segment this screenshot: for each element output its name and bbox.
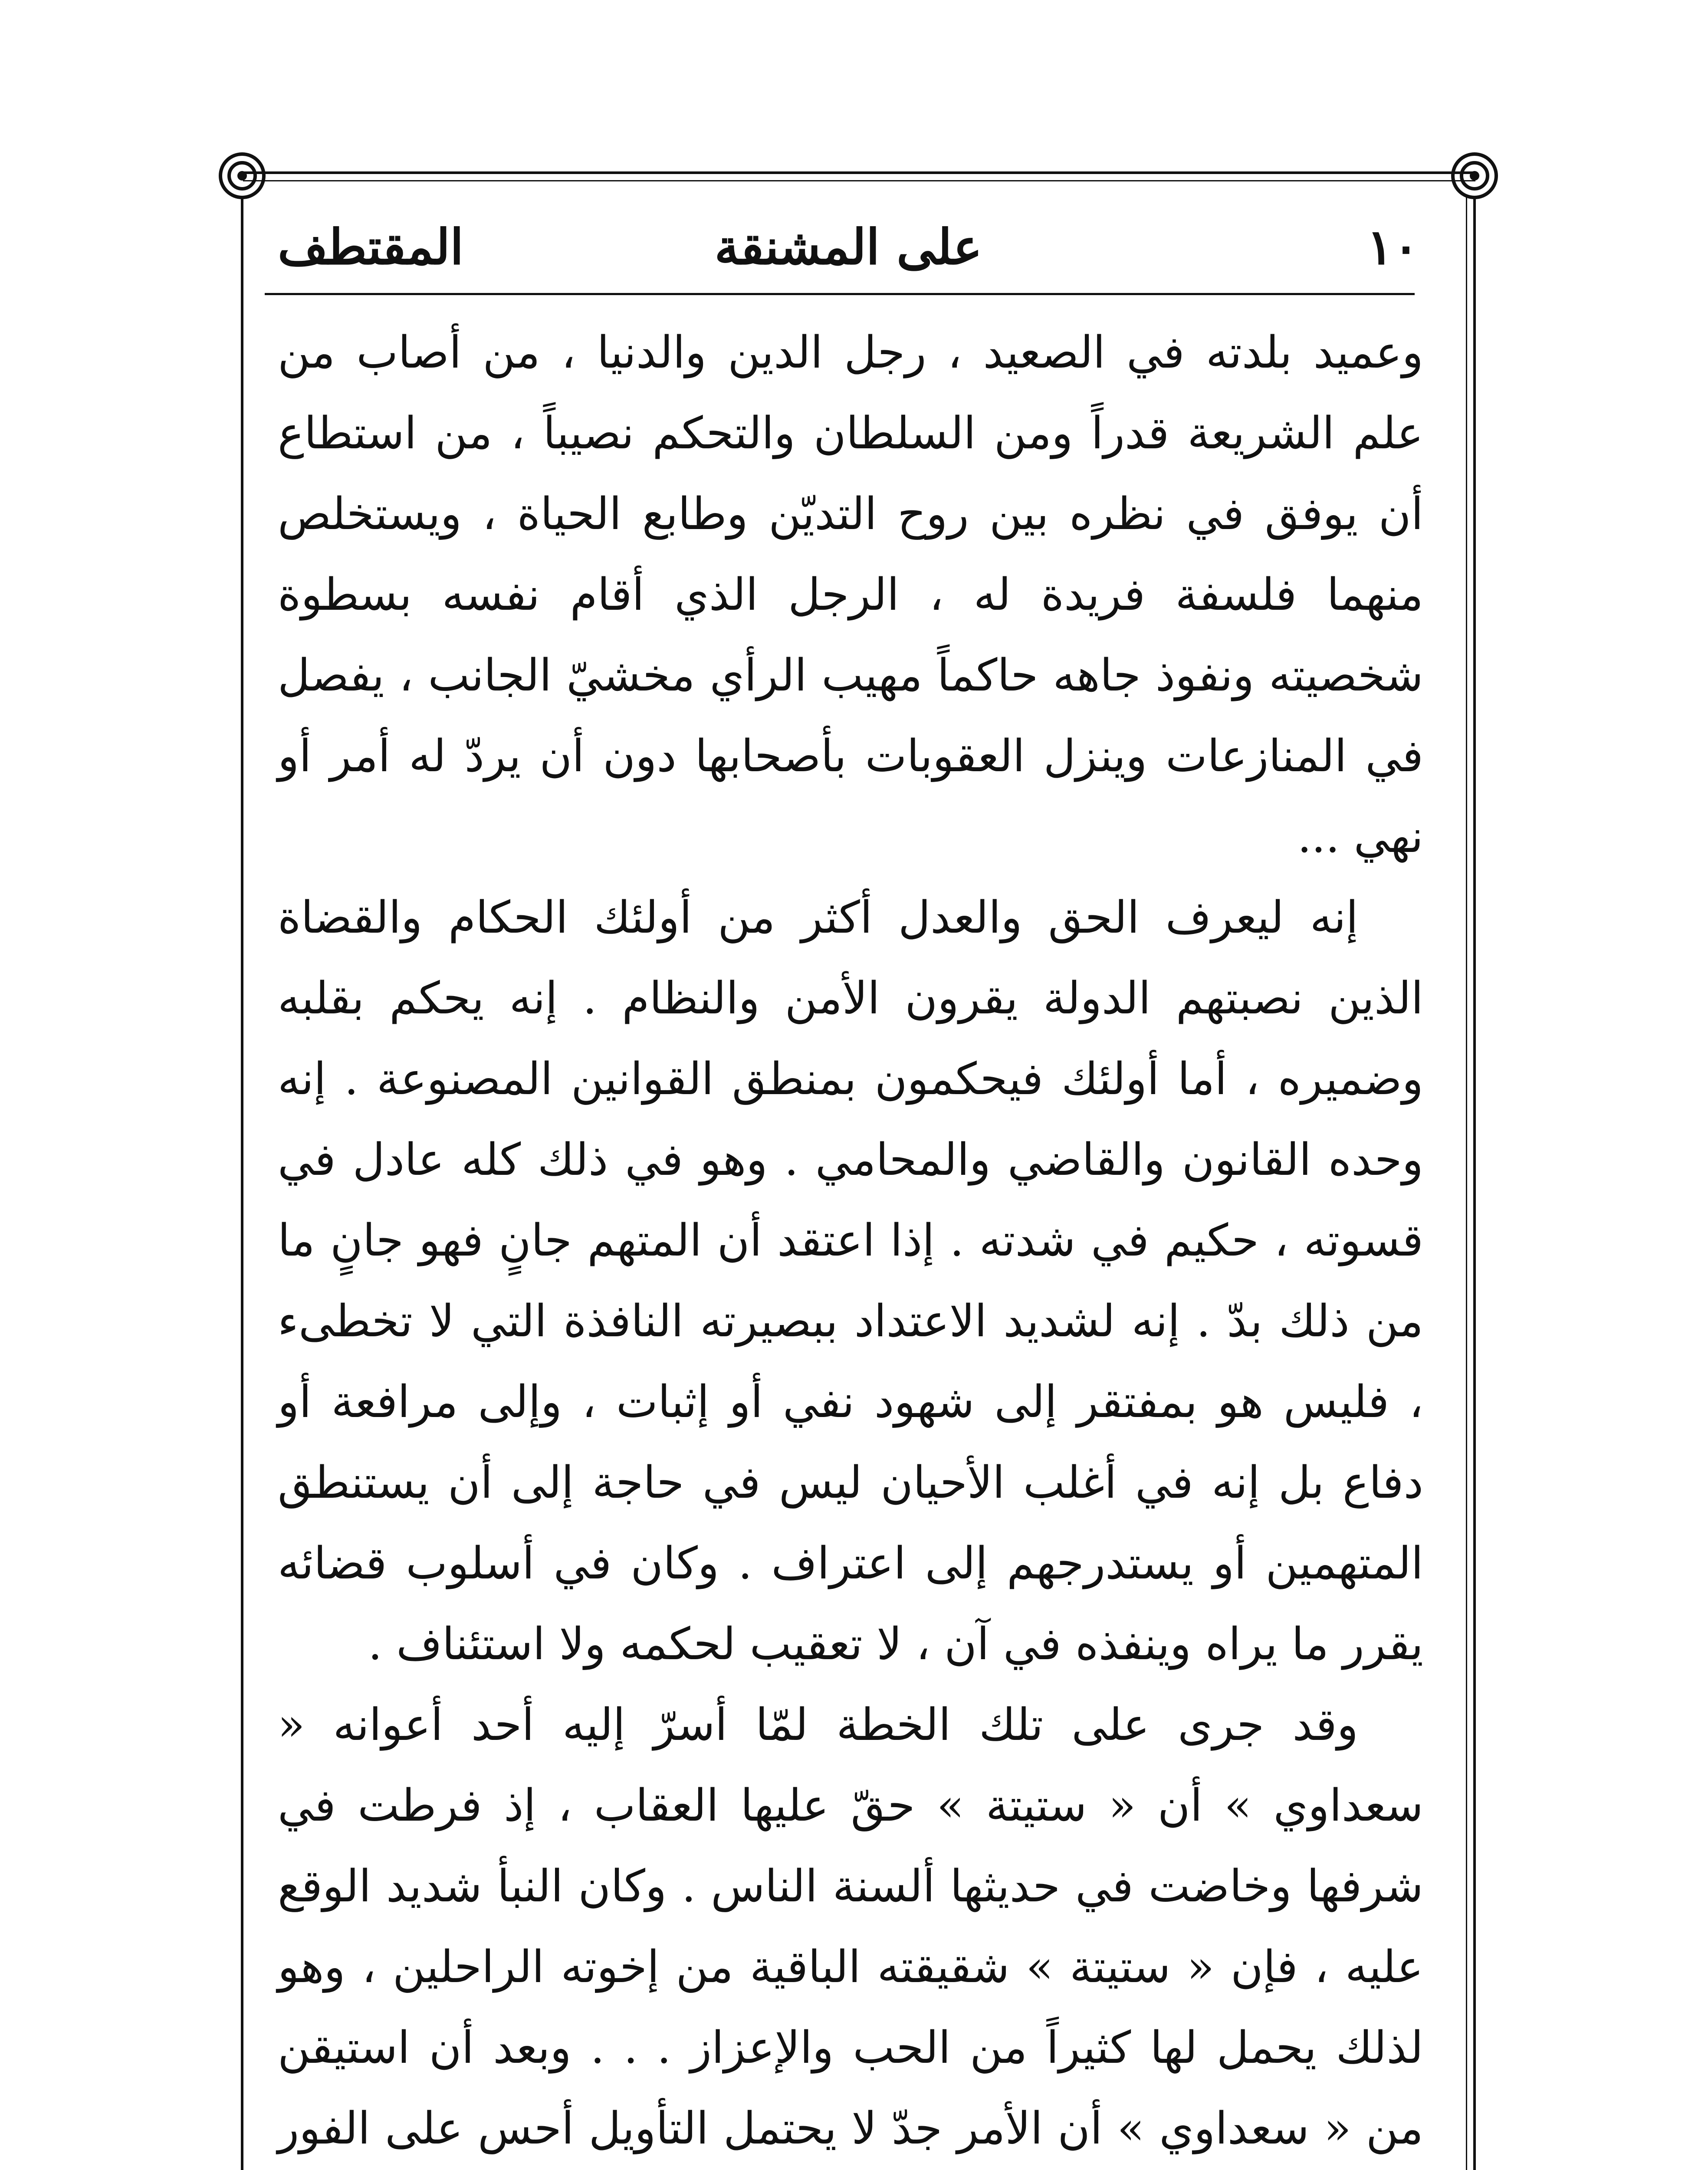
- paragraph: وعميد بلدته في الصعيد ، رجل الدين والدنيا ، من أصاب من علم الشريعة قدراً ومن السلطان والتحكم نصيباً ، من استطاع أن يوفق في نظره بين روح التديّن وطابع الحياة ، ويستخلص منهما فلسفة فريدة له ، الرجل الذي أقام نفسه بسطوة شخصيته ونفوذ جاهه حاكماً مهيب الرأي مخشيّ الجانب ، يفصل في المنازعات وينزل العقوبات بأصحابها دون أن يردّ له أمر أو نهي ...: [278, 327, 1423, 863]
- paragraph: وقد جرى على تلك الخطة لمّا أسرّ إليه أحد أعوانه « سعداوي » أن « ستيتة » حقّ عليها العقاب ، إذ فرطت في شرفها وخاضت في حديثها ألسنة الناس . وكان النبأ شديد الوقع عليه ، فإن « ستيتة » شقيقته الباقية من إخوته الراحلين ، وهو لذلك يحمل لها كثيراً من الحب والإعزاز . . . وبعد أن استيقن من « سعداوي » أن الأمر جدّ لا يحتمل التأويل أحس على الفور: [278, 1699, 1423, 2154]
- paragraph: إنه ليعرف الحق والعدل أكثر من أولئك الحكام والقضاة الذين نصبتهم الدولة يقرون الأمن والنظام . إنه يحكم بقلبه وضميره ، أما أولئك فيحكمون بمنطق القوانين المصنوعة . إنه وحده القانون والقاضي والمحامي . وهو في ذلك كله عادل في قسوته ، حكيم في شدته . إذا اعتقد أن المتهم جانٍ فهو جانٍ ما من ذلك بدّ . إنه لشديد الاعتداد ببصيرته النافذة التي لا تخطىء ، فليس هو بمفتقر إلى شهود نفي أو إثبات ، وإلى مرافعة أو دفاع بل إنه في أغلب الأحيان ليس في حاجة إلى أن يستنطق المتهمين أو يستدرجهم إلى اعتراف . وكان في أسلوب قضائه يقرر ما يراه وينفذه في آن ، لا تعقيب لحكمه ولا استئناف .: [278, 892, 1423, 1670]
- header-rule: [265, 293, 1415, 295]
- left-border-line: [241, 197, 243, 2170]
- top-border-line-inner: [243, 180, 1475, 181]
- article-body: [278, 312, 1423, 2170]
- journal-name: المقتطف: [278, 219, 464, 276]
- corner-ornament-icon: [216, 150, 268, 202]
- corner-ornament-icon: [1449, 150, 1501, 202]
- running-title: على المشنقة: [714, 219, 982, 276]
- right-border-line: [1473, 197, 1476, 2170]
- running-header: [278, 204, 1419, 291]
- top-border-line: [243, 171, 1475, 174]
- right-border-line-inner: [1466, 197, 1467, 2170]
- page-number: ١٠: [1366, 219, 1419, 276]
